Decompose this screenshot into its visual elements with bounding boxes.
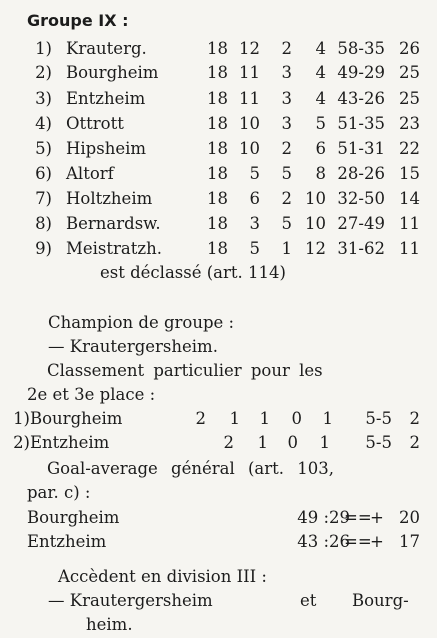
goals-cell: 51-35 — [337, 114, 385, 133]
won-cell: 10 — [239, 114, 260, 133]
lost-cell: 10 — [305, 189, 326, 208]
rank-cell: 7) — [35, 189, 52, 208]
played-cell: 18 — [207, 189, 228, 208]
value-cell: 17 — [399, 532, 420, 551]
goals-cell: 5-5 — [365, 433, 392, 452]
rank-cell: 5) — [35, 139, 52, 158]
champion-label: Champion de groupe : — [48, 313, 235, 332]
accedent-line-2: heim. — [86, 615, 133, 634]
drawn-cell: 1 — [259, 409, 270, 428]
goals-cell: 49-29 — [337, 63, 385, 82]
lost-cell: 10 — [305, 214, 326, 233]
points-cell: 11 — [399, 239, 420, 258]
sign-cell: + — [370, 532, 384, 551]
played-cell: 18 — [207, 114, 228, 133]
points-cell: 23 — [399, 114, 420, 133]
drawn-cell: 2 — [281, 189, 292, 208]
points-cell: 26 — [399, 39, 420, 58]
goals-cell: 31-62 — [337, 239, 385, 258]
drawn-cell: 0 — [287, 433, 298, 452]
team-cell: Krauterg. — [66, 39, 147, 58]
ratio-cell: 43 :26 — [297, 532, 350, 551]
played-cell: 18 — [207, 164, 228, 183]
played-cell: 2 — [223, 433, 234, 452]
drawn-cell: 2 — [281, 139, 292, 158]
rank-cell: 4) — [35, 114, 52, 133]
champion-name: — Krautergersheim. — [48, 337, 218, 356]
rank-cell: 2) — [13, 433, 30, 452]
page-title: Groupe IX : — [27, 11, 129, 30]
equals-cell: == — [344, 508, 372, 527]
declasse-note: est déclassé (art. 114) — [100, 263, 286, 282]
team-cell: Holtzheim — [66, 189, 153, 208]
played-cell: 18 — [207, 63, 228, 82]
classement-heading-2: 2e et 3e place : — [27, 385, 156, 404]
points-cell: 2 — [409, 409, 420, 428]
lost-cell: 6 — [315, 139, 326, 158]
goalaverage-heading-2: par. c) : — [27, 483, 91, 502]
played-cell: 18 — [207, 89, 228, 108]
goals-cell: 5-5 — [365, 409, 392, 428]
played-cell: 18 — [207, 39, 228, 58]
team-cell: Entzheim — [27, 532, 107, 551]
lost-cell: 5 — [315, 114, 326, 133]
drawn-cell: 1 — [281, 239, 292, 258]
rank-cell: 9) — [35, 239, 52, 258]
points-cell: 11 — [399, 214, 420, 233]
won-cell: 1 — [257, 433, 268, 452]
won-cell: 5 — [249, 164, 260, 183]
team-cell: Bernardsw. — [66, 214, 161, 233]
won-cell: 12 — [239, 39, 260, 58]
drawn-cell: 3 — [281, 63, 292, 82]
team-cell: Bourgheim — [66, 63, 159, 82]
team-cell: Bourgheim — [27, 508, 120, 527]
goals-cell: 28-26 — [337, 164, 385, 183]
drawn-cell: 2 — [281, 39, 292, 58]
team-cell: Bourgheim — [30, 409, 123, 428]
ratio-cell: 49 :29 — [297, 508, 350, 527]
rank-cell: 3) — [35, 89, 52, 108]
drawn-cell: 5 — [281, 164, 292, 183]
team-cell: Meistratzh. — [66, 239, 162, 258]
won-cell: 6 — [249, 189, 260, 208]
won-cell: 11 — [239, 63, 260, 82]
drawn-cell: 3 — [281, 89, 292, 108]
rank-cell: 2) — [35, 63, 52, 82]
points-cell: 2 — [409, 433, 420, 452]
rank-cell: 6) — [35, 164, 52, 183]
goals-cell: 27-49 — [337, 214, 385, 233]
rank-cell: 1) — [13, 409, 30, 428]
won-cell: 10 — [239, 139, 260, 158]
played-cell: 18 — [207, 239, 228, 258]
team-cell: Hipsheim — [66, 139, 147, 158]
won-cell: 11 — [239, 89, 260, 108]
points-cell: 14 — [399, 189, 420, 208]
played-cell: 2 — [195, 409, 206, 428]
lost-cell: 0 — [291, 409, 302, 428]
lost-cell: 4 — [315, 89, 326, 108]
goals-cell: 58-35 — [337, 39, 385, 58]
team-cell: Altorf — [66, 164, 114, 183]
goals-cell: 51-31 — [337, 139, 385, 158]
drawn-cell: 5 — [281, 214, 292, 233]
rank-cell: 1) — [35, 39, 52, 58]
won-cell: 5 — [249, 239, 260, 258]
lost-cell: 12 — [305, 239, 326, 258]
points-cell: 22 — [399, 139, 420, 158]
won-cell: 1 — [229, 409, 240, 428]
team-cell: Ottrott — [66, 114, 124, 133]
points-cell: 15 — [399, 164, 420, 183]
equals-cell: == — [344, 532, 372, 551]
accedent-label: Accèdent en division III : — [58, 567, 267, 586]
lost-cell: 4 — [315, 39, 326, 58]
team-cell: Entzheim — [30, 433, 110, 452]
played-cell: 18 — [207, 214, 228, 233]
played-cell: 18 — [207, 139, 228, 158]
points-cell: 25 — [399, 63, 420, 82]
lost-cell: 1 — [319, 433, 330, 452]
lost-cell: 4 — [315, 63, 326, 82]
points-cell: 25 — [399, 89, 420, 108]
goalaverage-heading-1: Goal-average général (art. 103, — [47, 459, 335, 478]
drawn-cell: 3 — [281, 114, 292, 133]
sign-cell: + — [370, 508, 384, 527]
classement-heading-1: Classement particulier pour les — [47, 361, 323, 380]
rank-cell: 8) — [35, 214, 52, 233]
team-cell: Entzheim — [66, 89, 146, 108]
extra-cell: 1 — [322, 409, 333, 428]
value-cell: 20 — [399, 508, 420, 527]
goals-cell: 32-50 — [337, 189, 385, 208]
won-cell: 3 — [249, 214, 260, 233]
lost-cell: 8 — [315, 164, 326, 183]
goals-cell: 43-26 — [337, 89, 385, 108]
